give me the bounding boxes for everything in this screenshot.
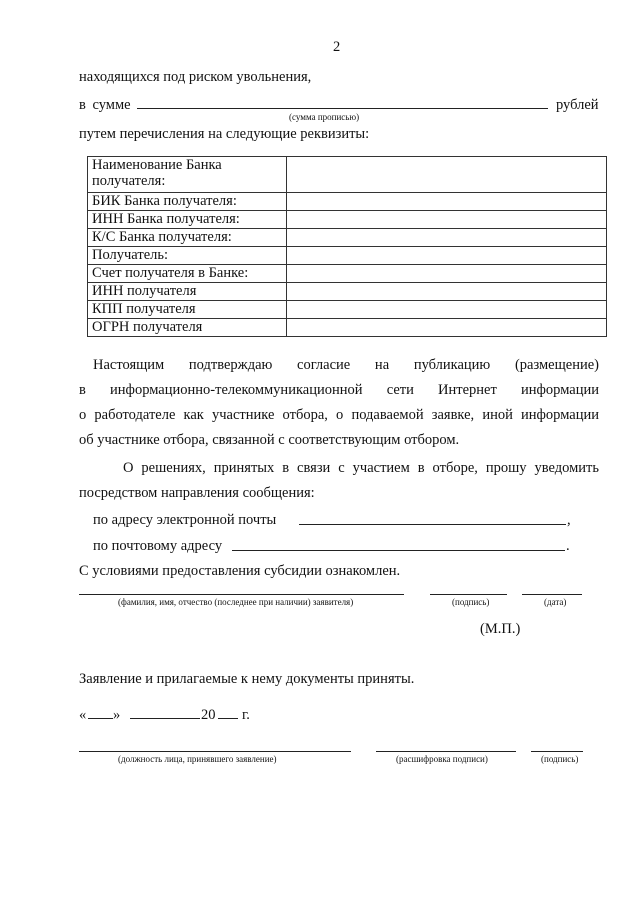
requisite-label: Счет получателя в Банке: — [88, 265, 287, 283]
email-field[interactable] — [299, 524, 566, 525]
position-field[interactable] — [79, 751, 351, 752]
table-row — [88, 193, 607, 211]
sum-suffix: рублей — [556, 97, 599, 113]
requisite-label: Получатель: — [88, 247, 287, 265]
table-row — [88, 229, 607, 247]
bottom-signature-field[interactable] — [531, 751, 583, 752]
post-address-field[interactable] — [232, 550, 565, 551]
table-row — [88, 211, 607, 229]
requisite-label: БИК Банка получателя: — [88, 193, 287, 211]
email-label: по адресу электронной почты — [93, 512, 277, 528]
consent-line-4: об участнике отбора, связанной с соответствующим отбором. — [79, 432, 460, 448]
table-row — [88, 283, 607, 301]
signature-caption: (подпись) — [452, 597, 490, 607]
sum-prefix: в сумме — [79, 97, 131, 113]
post-label: по почтовому адресу — [93, 538, 223, 554]
month-field[interactable] — [130, 718, 200, 719]
table-row — [88, 319, 607, 337]
requisite-value[interactable] — [287, 319, 607, 337]
intro-line: находящихся под риском увольнения, — [79, 69, 312, 85]
requisite-value[interactable] — [287, 229, 607, 247]
date-close-quote: » — [113, 707, 121, 723]
position-caption: (должность лица, принявшего заявление) — [118, 754, 277, 764]
stamp-mark: (М.П.) — [480, 621, 521, 637]
requisite-label: КПП получателя — [88, 301, 287, 319]
decoding-caption: (расшифровка подписи) — [396, 754, 488, 764]
notify-line-1: О решениях, принятых в связи с участием в отборе, прошу уведомить — [123, 460, 599, 476]
consent-line-1: Настоящим подтверждаю согласие на публикацию (размещение) — [93, 357, 599, 373]
date-caption: (дата) — [544, 597, 567, 607]
fio-caption: (фамилия, имя, отчество (последнее при наличии) заявителя) — [118, 597, 354, 607]
date-field[interactable] — [522, 594, 582, 595]
year-field[interactable] — [218, 718, 238, 719]
sum-caption: (сумма прописью) — [289, 112, 360, 122]
requisite-value[interactable] — [287, 301, 607, 319]
requisite-value[interactable] — [287, 193, 607, 211]
requisite-label: Наименование Банка получателя: — [88, 157, 287, 193]
sum-field[interactable] — [137, 108, 548, 109]
requisite-value[interactable] — [287, 211, 607, 229]
fio-field[interactable] — [79, 594, 404, 595]
requisite-value[interactable] — [287, 157, 607, 193]
post-end: . — [566, 538, 570, 554]
table-row — [88, 247, 607, 265]
requisite-value[interactable] — [287, 247, 607, 265]
table-row — [88, 265, 607, 283]
accepted-line: Заявление и прилагаемые к нему документы приняты. — [79, 671, 415, 687]
day-field[interactable] — [88, 718, 113, 719]
requisite-label: ИНН получателя — [88, 283, 287, 301]
page-number: 2 — [333, 39, 341, 55]
transfer-line: путем перечисления на следующие реквизиты: — [79, 126, 370, 142]
requisite-label: ОГРН получателя — [88, 319, 287, 337]
consent-line-2: в информационно-телекоммуникационной сети Интернет информации — [79, 382, 599, 398]
date-open-quote: « — [79, 707, 87, 723]
consent-line-3: о работодателе как участнике отбора, о подаваемой заявке, иной информации — [79, 407, 599, 423]
requisite-value[interactable] — [287, 265, 607, 283]
conditions-line: С условиями предоставления субсидии ознакомлен. — [79, 563, 401, 579]
decoding-field[interactable] — [376, 751, 516, 752]
signature-field[interactable] — [430, 594, 507, 595]
requisite-label: К/С Банка получателя: — [88, 229, 287, 247]
requisite-value[interactable] — [287, 283, 607, 301]
year-prefix: 20 — [201, 707, 216, 723]
email-end: , — [567, 512, 571, 528]
notify-line-2: посредством направления сообщения: — [79, 485, 315, 501]
table-row — [88, 157, 607, 193]
table-row — [88, 301, 607, 319]
requisites-table — [87, 156, 607, 337]
bottom-signature-caption: (подпись) — [541, 754, 579, 764]
year-suffix: г. — [242, 707, 250, 723]
requisite-label: ИНН Банка получателя: — [88, 211, 287, 229]
